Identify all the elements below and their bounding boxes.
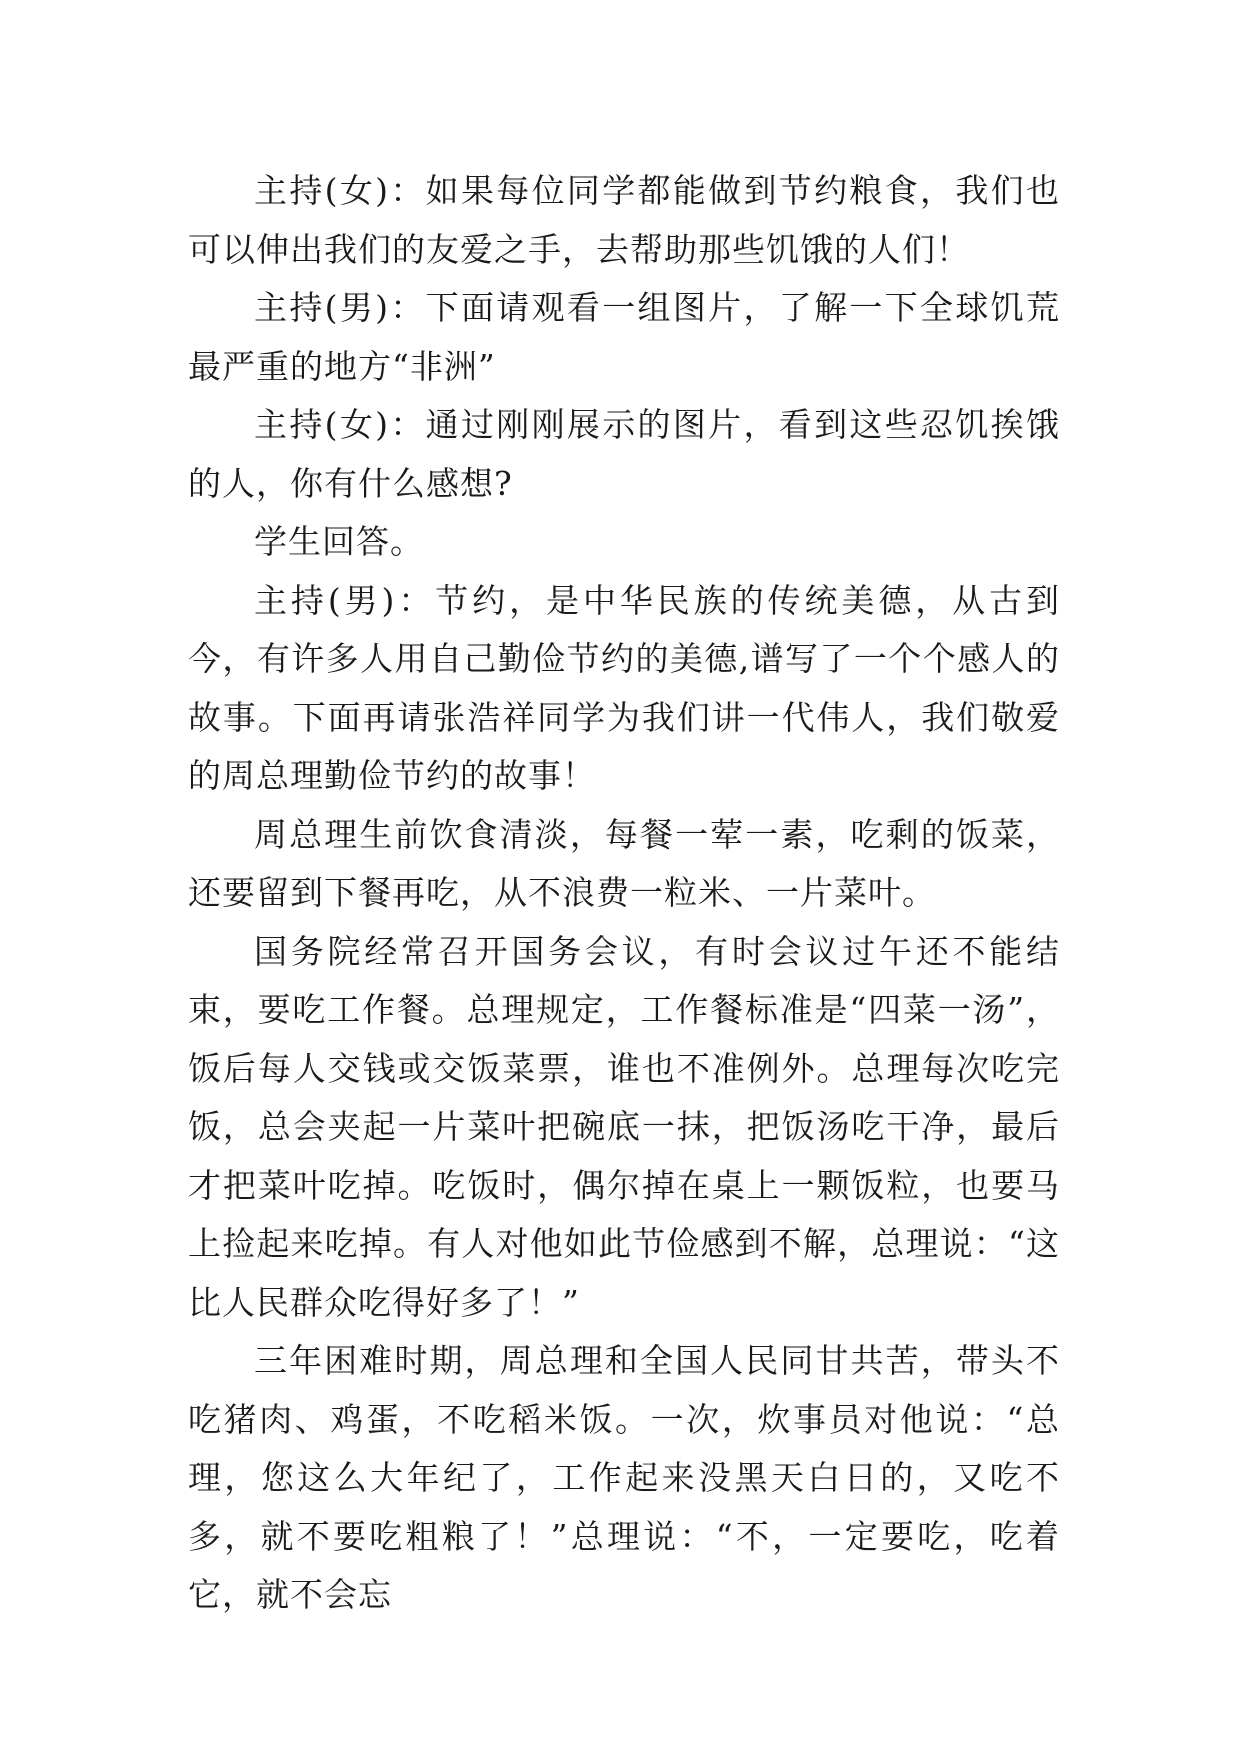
paragraph-student-answer: 学生回答。 bbox=[254, 522, 424, 561]
paragraph-host-male-1: 主持(男)：下面请观看一组图片，了解一下全球饥荒最严重的地方“非洲” bbox=[188, 288, 1060, 386]
document-body bbox=[188, 162, 1060, 1625]
paragraph-host-female-1: 主持(女)：如果每位同学都能做到节约粮食，我们也可以伸出我们的友爱之手，去帮助那些饥饿的人们！ bbox=[188, 171, 1060, 269]
paragraph-host-male-2: 主持(男)：节约，是中华民族的传统美德，从古到今，有许多人用自己勤俭节约的美德,谱写了一个个感人的故事。下面再请张浩祥同学为我们讲一代伟人，我们敬爱的周总理勤俭节约的故事！ bbox=[188, 580, 1060, 795]
paragraph-state-council-meal: 国务院经常召开国务会议，有时会议过午还不能结束，要吃工作餐。总理规定，工作餐标准是“四菜一汤”，饭后每人交钱或交饭菜票，谁也不准例外。总理每次吃完饭，总会夹起一片菜叶把碗底一抹，把饭汤吃干净，最后才把菜叶吃掉。吃饭时，偶尔掉在桌上一颗饭粒，也要马上捡起来吃掉。有人对他如此节俭感到不解，总理说：“这比人民群众吃得好多了！” bbox=[188, 931, 1060, 1322]
paragraph-host-female-2: 主持(女)：通过刚刚展示的图片，看到这些忍饥挨饿的人，你有什么感想? bbox=[188, 405, 1060, 503]
paragraph-premier-diet: 周总理生前饮食清淡，每餐一荤一素，吃剩的饭菜，还要留到下餐再吃，从不浪费一粒米、一片菜叶。 bbox=[188, 814, 1060, 912]
paragraph-hard-times: 三年困难时期，周总理和全国人民同甘共苦，带头不吃猪肉、鸡蛋，不吃稻米饭。一次，炊事员对他说：“总理，您这么大年纪了，工作起来没黑天白日的，又吃不多，就不要吃粗粮了！”总理说：“不，一定要吃，吃着它，就不会忘 bbox=[188, 1341, 1060, 1614]
